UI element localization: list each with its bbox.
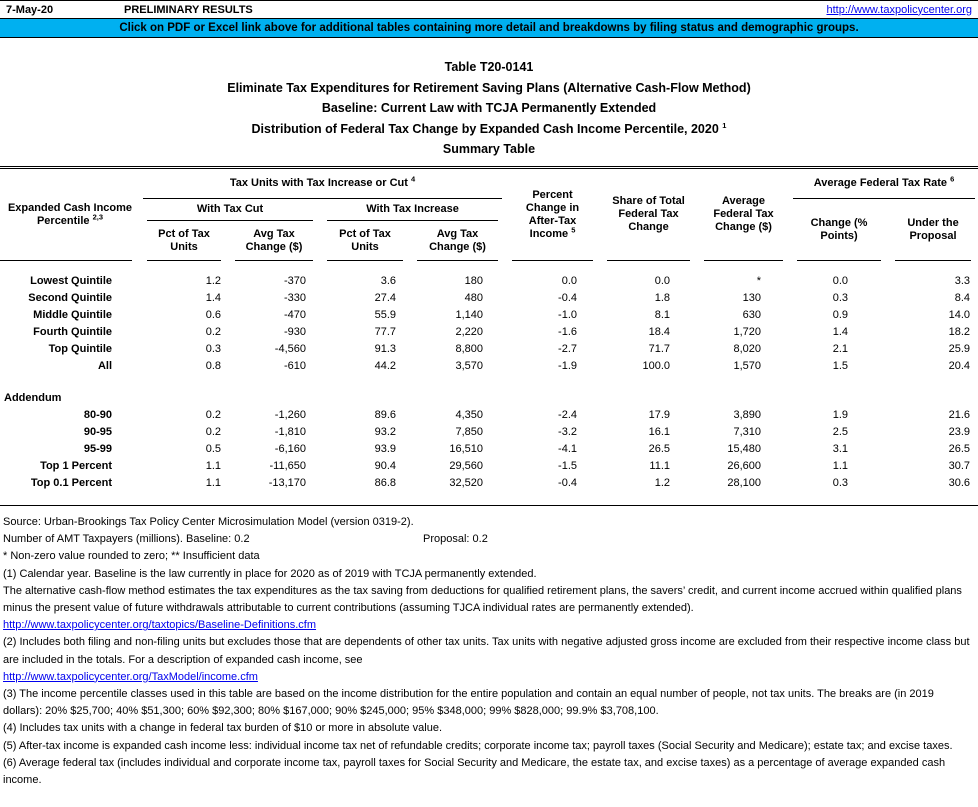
row-label: Lowest Quintile bbox=[30, 274, 112, 287]
col-group-tax-units: Tax Units with Tax Increase or Cut $^4$ bbox=[140, 169, 505, 199]
cell-value: -2.7 bbox=[558, 342, 578, 355]
header-row-groups bbox=[0, 169, 978, 199]
cell-value: 3,890 bbox=[733, 408, 762, 421]
cell-value: 1.8 bbox=[654, 291, 671, 304]
cell-value: 0.8 bbox=[205, 359, 221, 372]
taxpolicycenter-link[interactable]: http://www.taxpolicycenter.org bbox=[826, 3, 972, 16]
cell-value: 18.2 bbox=[948, 325, 971, 338]
row-label: 80-90 bbox=[83, 408, 112, 421]
table-number: Table T20-0141 bbox=[444, 60, 534, 74]
cell-value: -3.2 bbox=[558, 425, 578, 438]
row-label: Top 0.1 Percent bbox=[30, 476, 112, 489]
cell-value: -13,170 bbox=[268, 476, 306, 489]
cell-value: -1,260 bbox=[274, 408, 306, 421]
footnote-1: (1) Calendar year. Baseline is the law currently in place for 2020 as of 2019 with TCJA permanently extended. bbox=[3, 567, 537, 580]
cell-value: 1.4 bbox=[832, 325, 849, 338]
cell-value: 16,510 bbox=[449, 442, 484, 455]
cell-value: 0.9 bbox=[832, 308, 849, 321]
cell-value: 55.9 bbox=[374, 308, 396, 321]
cell-value: 93.2 bbox=[374, 425, 396, 438]
cell-value: -370 bbox=[283, 274, 306, 287]
preliminary-results-label: PRELIMINARY RESULTS bbox=[124, 3, 253, 16]
cell-value: 2.1 bbox=[832, 342, 849, 355]
top-bar bbox=[0, 0, 978, 18]
info-banner: Click on PDF or Excel link above for additional tables containing more detail and breakdowns by filing status and demographic groups. bbox=[0, 18, 978, 38]
cell-value: 1.1 bbox=[205, 476, 221, 489]
cell-value: 0.0 bbox=[832, 274, 849, 287]
table-row bbox=[0, 475, 978, 492]
cell-value: -1.6 bbox=[558, 325, 578, 338]
footnote-1-method: The alternative cash-flow method estimates the tax expenditures as the tax saving from deductions for qualified retirement plans, the savers’ credit, and current income accrued within qualified plans minus the present value of future withdrawals attributable to current contributions (assuming TJCA individual rates are permanently extended). bbox=[3, 584, 962, 614]
col-header-avg-change-increase: Avg Tax Change ($) bbox=[410, 221, 505, 261]
table-row bbox=[0, 407, 978, 424]
cell-value: 30.7 bbox=[948, 459, 971, 472]
cell-value: 91.3 bbox=[374, 342, 396, 355]
col-header-avg-change-cut: Avg Tax Change ($) bbox=[228, 221, 320, 261]
summary-table-label: Summary Table bbox=[442, 142, 536, 157]
cell-value: -1.5 bbox=[558, 459, 578, 472]
table-row bbox=[0, 261, 978, 290]
cell-value: 130 bbox=[742, 291, 762, 304]
cell-value: 44.2 bbox=[374, 359, 396, 372]
cell-value: 0.2 bbox=[205, 425, 221, 438]
footnote-5: (5) After-tax income is expanded cash income less: individual income tax net of refundable credits; corporate income tax; payroll taxes (Social Security and Medicare); estate tax; and excise taxes. bbox=[3, 739, 953, 752]
cell-value: -1.9 bbox=[558, 359, 578, 372]
col-group-with-tax-cut: With Tax Cut bbox=[140, 199, 320, 221]
table-row bbox=[0, 424, 978, 441]
cell-value: 23.9 bbox=[948, 425, 971, 438]
main-rows bbox=[0, 261, 978, 375]
cell-value: 7,850 bbox=[455, 425, 484, 438]
cell-value: 26.5 bbox=[648, 442, 671, 455]
cell-value: 11.1 bbox=[649, 459, 671, 472]
cell-value: -11,650 bbox=[269, 459, 306, 472]
cell-value: 89.6 bbox=[374, 408, 396, 421]
footnote-2: (2) Includes both filing and non-filing units but excludes those that are dependents of other tax units. Tax units with negative adjusted gross income are excluded from their respective income class but are included in the totals. For a description of expanded cash income, see bbox=[3, 636, 970, 666]
cell-value: 16.1 bbox=[648, 425, 671, 438]
cell-value: 77.7 bbox=[374, 325, 396, 338]
col-group-with-tax-increase: With Tax Increase bbox=[320, 199, 505, 221]
cell-value: 86.8 bbox=[374, 476, 396, 489]
col-header-pct-units-increase: Pct of Tax Units bbox=[320, 221, 410, 261]
amt-taxpayers-note bbox=[3, 531, 974, 548]
baseline-subtitle: Baseline: Current Law with TCJA Permanently Extended bbox=[321, 101, 657, 116]
cell-value: 8.4 bbox=[954, 291, 971, 304]
cell-value: -6,160 bbox=[274, 442, 306, 455]
cell-value: 0.3 bbox=[832, 476, 849, 489]
asterisk-note: * Non-zero value rounded to zero; ** Insufficient data bbox=[3, 550, 260, 563]
cell-value: 3.3 bbox=[954, 274, 971, 287]
cell-value: 15,480 bbox=[727, 442, 762, 455]
row-label: 90-95 bbox=[83, 425, 112, 438]
cell-value: -1.0 bbox=[558, 308, 578, 321]
table-title: Eliminate Tax Expenditures for Retirement Saving Plans (Alternative Cash-Flow Method) bbox=[227, 80, 751, 95]
cell-value: -330 bbox=[283, 291, 306, 304]
cell-value: 8.1 bbox=[654, 308, 671, 321]
cell-value: 0.3 bbox=[205, 342, 221, 355]
cell-value: 630 bbox=[742, 308, 762, 321]
cell-value: 1.2 bbox=[205, 274, 221, 287]
row-label: Second Quintile bbox=[28, 291, 112, 304]
cell-value: 3,570 bbox=[455, 359, 484, 372]
pad-row bbox=[0, 492, 978, 505]
source-note: Source: Urban-Brookings Tax Policy Center Microsimulation Model (version 0319-2). bbox=[3, 515, 414, 528]
row-label: 95-99 bbox=[83, 442, 112, 455]
col-header-avg-federal-tax-change: Average Federal Tax Change ($) bbox=[697, 169, 790, 261]
row-label: Fourth Quintile bbox=[33, 325, 112, 338]
cell-value: 1,140 bbox=[455, 308, 484, 321]
cell-value: 20.4 bbox=[948, 359, 971, 372]
cell-value: 7,310 bbox=[733, 425, 762, 438]
income-definition-link[interactable]: http://www.taxpolicycenter.org/TaxModel/income.cfm bbox=[3, 670, 258, 683]
addendum-header-row bbox=[0, 390, 978, 407]
header-row-subgroups bbox=[0, 199, 978, 221]
table-row bbox=[0, 324, 978, 341]
cell-value: 2,220 bbox=[455, 325, 484, 338]
cell-value: 0.2 bbox=[205, 408, 221, 421]
cell-value: -0.4 bbox=[558, 291, 578, 304]
cell-value: 1,720 bbox=[733, 325, 762, 338]
table-row bbox=[0, 341, 978, 358]
cell-value: 93.9 bbox=[374, 442, 396, 455]
cell-value: 100.0 bbox=[642, 359, 671, 372]
footnote-4: (4) Includes tax units with a change in federal tax burden of $10 or more in absolute value. bbox=[3, 722, 443, 735]
cell-value: -0.4 bbox=[558, 476, 578, 489]
cell-value: 18.4 bbox=[648, 325, 671, 338]
row-label: All bbox=[97, 359, 112, 372]
cell-value: 0.0 bbox=[654, 274, 671, 287]
cell-value: 0.0 bbox=[561, 274, 578, 287]
cell-value: 90.4 bbox=[374, 459, 396, 472]
cell-value: 26,600 bbox=[727, 459, 762, 472]
cell-value: 1,570 bbox=[733, 359, 762, 372]
cell-value: -930 bbox=[283, 325, 306, 338]
title-block bbox=[0, 57, 978, 160]
footnote-6: (6) Average federal tax (includes individual and corporate income tax, payroll taxes for Social Security and Medicare, the estate tax, and excise taxes) as a percentage of average expanded cash income. bbox=[3, 756, 946, 787]
cell-value: 0.2 bbox=[205, 325, 221, 338]
spacer-row bbox=[0, 375, 978, 390]
cell-value: 32,520 bbox=[449, 476, 484, 489]
cell-value: 1.1 bbox=[832, 459, 849, 472]
col-header-percentile: Expanded Cash Income Percentile $^{2,3}$ bbox=[0, 169, 140, 261]
cell-value: 1.2 bbox=[654, 476, 671, 489]
cell-value: 480 bbox=[464, 291, 484, 304]
amt-baseline-value: Number of AMT Taxpayers (millions). Baseline: 0.2 bbox=[3, 533, 250, 546]
row-label: Top Quintile bbox=[48, 342, 112, 355]
cell-value: 25.9 bbox=[948, 342, 971, 355]
col-header-rate-under-proposal: Under the Proposal bbox=[888, 199, 978, 261]
table-row bbox=[0, 307, 978, 324]
amt-proposal-value: Proposal: 0.2 bbox=[423, 533, 488, 546]
col-header-pct-change-after-tax-income: Percent Change in After-Tax Income $^5$ bbox=[505, 169, 600, 261]
cell-value: 17.9 bbox=[648, 408, 671, 421]
cell-value: 28,100 bbox=[727, 476, 762, 489]
cell-value: 29,560 bbox=[449, 459, 484, 472]
table-row bbox=[0, 441, 978, 458]
cell-value: 3.1 bbox=[832, 442, 849, 455]
cell-value: 1.1 bbox=[205, 459, 221, 472]
footnote-2-link-line bbox=[3, 669, 974, 686]
report-date: 7-May-20 bbox=[6, 3, 54, 16]
row-label: Top 1 Percent bbox=[40, 459, 112, 472]
col-group-avg-federal-tax-rate: Average Federal Tax Rate $^6$ bbox=[790, 169, 978, 199]
cell-value: 3.6 bbox=[380, 274, 396, 287]
cell-value: 8,800 bbox=[455, 342, 484, 355]
cell-value: -4,560 bbox=[274, 342, 306, 355]
cell-value: 26.5 bbox=[948, 442, 971, 455]
cell-value: -2.4 bbox=[558, 408, 578, 421]
table-bottom-padding bbox=[0, 492, 978, 505]
cell-value: 1.9 bbox=[832, 408, 849, 421]
addendum-label: Addendum bbox=[4, 391, 62, 404]
table-header bbox=[0, 169, 978, 261]
cell-value: 1.5 bbox=[832, 359, 849, 372]
footnote-ref-1: 1 bbox=[722, 120, 727, 130]
cell-value: 0.6 bbox=[205, 308, 221, 321]
addendum-separator bbox=[0, 375, 978, 407]
cell-value: 21.6 bbox=[948, 408, 971, 421]
baseline-definitions-link[interactable]: http://www.taxpolicycenter.org/taxtopics/Baseline-Definitions.cfm bbox=[3, 619, 317, 632]
footnotes bbox=[0, 514, 978, 789]
addendum-rows bbox=[0, 407, 978, 492]
cell-value: -1,810 bbox=[274, 425, 306, 438]
footnote-3: (3) The income percentile classes used in this table are based on the income distribution for the entire population and contain an equal number of people, not tax units. The breaks are (in 2019 dollars): 20% $25,700; 40% $51,300; 60% $92,300; 80% $167,000; 90% $245,000; 95% $348,000; 99% $828,000; 99.9% $3,708,100. bbox=[3, 688, 934, 718]
cell-value: 30.6 bbox=[948, 476, 971, 489]
col-header-rate-change-points: Change (% Points) bbox=[790, 199, 888, 261]
cell-value: 14.0 bbox=[948, 308, 971, 321]
cell-value: -4.1 bbox=[558, 442, 578, 455]
footnote-1-link-line bbox=[3, 617, 974, 634]
cell-value: 71.7 bbox=[648, 342, 671, 355]
cell-value: 27.4 bbox=[374, 291, 396, 304]
cell-value: 4,350 bbox=[455, 408, 484, 421]
cell-value: -610 bbox=[283, 359, 306, 372]
cell-value: -470 bbox=[283, 308, 306, 321]
table-row bbox=[0, 358, 978, 375]
summary-table bbox=[0, 166, 978, 506]
cell-value: 8,020 bbox=[733, 342, 762, 355]
distribution-subtitle: Distribution of Federal Tax Change by Expanded Cash Income Percentile, 2020 $^1$ bbox=[251, 120, 727, 136]
col-header-share-of-total: Share of Total Federal Tax Change bbox=[600, 169, 697, 261]
cell-value: 0.3 bbox=[832, 291, 849, 304]
table-row bbox=[0, 458, 978, 475]
cell-value: 0.5 bbox=[205, 442, 221, 455]
table-row bbox=[0, 290, 978, 307]
row-label: Middle Quintile bbox=[33, 308, 112, 321]
cell-value: 1.4 bbox=[205, 291, 221, 304]
cell-value: 180 bbox=[464, 274, 484, 287]
cell-value: 2.5 bbox=[832, 425, 849, 438]
cell-value: * bbox=[756, 274, 762, 287]
col-header-pct-units-cut: Pct of Tax Units bbox=[140, 221, 228, 261]
